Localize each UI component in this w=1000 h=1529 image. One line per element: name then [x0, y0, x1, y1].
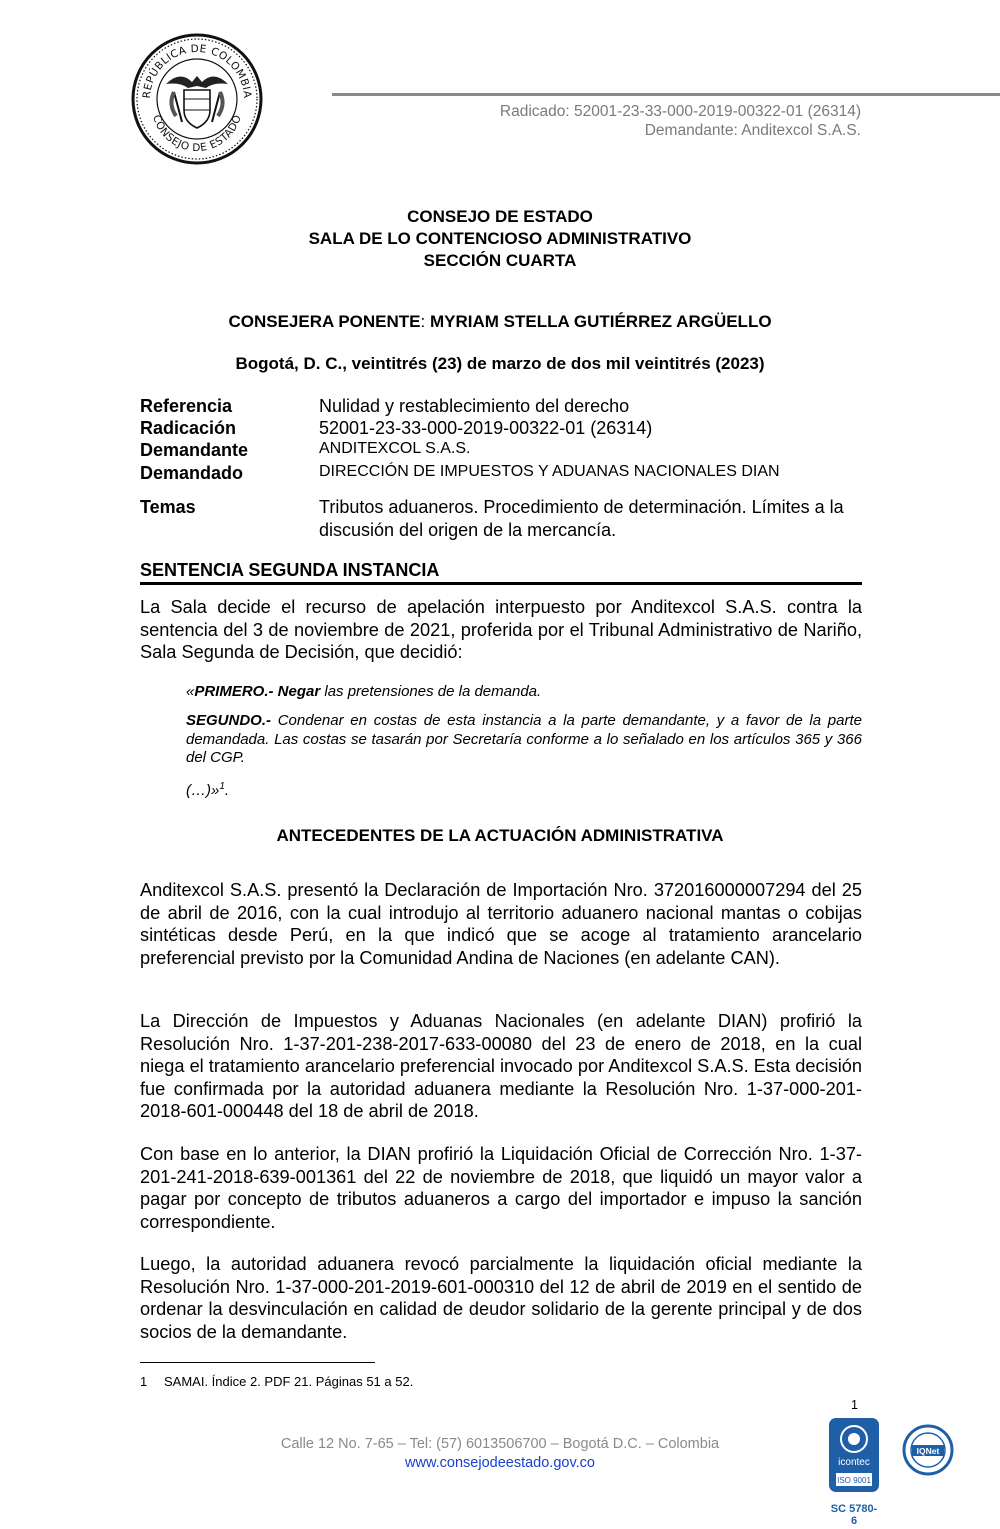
header-meta — [500, 102, 861, 140]
svg-text:IQNet: IQNet — [916, 1446, 940, 1456]
ponente-label: CONSEJERA PONENTE — [228, 312, 421, 331]
quote-bold: PRIMERO.- Negar — [194, 683, 321, 700]
ref-row-demandante — [140, 440, 862, 463]
ref-row-temas — [140, 496, 862, 541]
ref-label: Referencia — [140, 396, 233, 416]
paragraph-antecedentes-3: Con base en lo anterior, la DIAN profirió la Liquidación Oficial de Corrección Nro. 1-37-201-241-2018-639-001361 del 22 de noviembre de 2018, que liquidó un mayor valor a pagar por concepto de tributos aduaneros a cargo del importador e impuso la sanción correspondiente. — [140, 1144, 862, 1232]
quote-end: . — [224, 782, 230, 799]
ref-value: ANDITEXCOL S.A.S. — [319, 440, 471, 457]
ref-label: Temas — [140, 497, 196, 517]
footnote — [140, 1374, 413, 1389]
reference-table — [140, 396, 862, 541]
document-date: Bogotá, D. C., veintitrés (23) de marzo de dos mil veintitrés (2023) — [235, 354, 765, 373]
footnote-ref[interactable]: 1 — [219, 781, 225, 792]
svg-text:ISO 9001: ISO 9001 — [837, 1476, 871, 1485]
section-heading-sentencia: SENTENCIA SEGUNDA INSTANCIA — [140, 560, 862, 585]
footnote-text: SAMAI. Índice 2. PDF 21. Páginas 51 a 52. — [164, 1374, 414, 1389]
quote-segundo — [186, 712, 862, 768]
court-line-1: CONSEJO DE ESTADO — [407, 207, 593, 226]
paragraph-intro: La Sala decide el recurso de apelación interpuesto por Anditexcol S.A.S. contra la sentencia del 3 de noviembre de 2021, proferida por el Tribunal Administrativo de Nariño, Sala Segunda de Decisión, que decidió: — [140, 597, 862, 662]
header-radicado: Radicado: 52001-23-33-000-2019-00322-01 (26314) — [499, 103, 861, 120]
header-rule — [332, 93, 1000, 96]
court-title — [0, 206, 1000, 272]
ref-label: Demandado — [140, 463, 244, 483]
ref-value: 52001-23-33-000-2019-00322-01 (26314) — [319, 418, 653, 438]
quote-ellipsis-text: (…)» — [186, 782, 220, 799]
sc-certificate-code: SC 5780-6 — [830, 1503, 878, 1527]
quote-text: Condenar en costas de esta instancia a la parte demandante, y a favor de la parte demandada. Las costas se tasarán por Secretaría conforme a lo señalado en los artículos 365 y 366 del CGP. — [186, 712, 862, 766]
header-demandante: Demandante: Anditexcol S.A.S. — [644, 122, 861, 139]
quote-open: « — [186, 683, 195, 700]
court-line-3: SECCIÓN CUARTA — [423, 251, 577, 270]
ref-row-radicacion — [140, 418, 862, 440]
ref-row-referencia — [140, 396, 862, 418]
footer-url-link[interactable]: www.consejodeestado.gov.co — [405, 1455, 595, 1471]
ref-value: Tributos aduaneros. Procedimiento de determinación. Límites a la discusión del origen de la mercancía. — [319, 497, 844, 540]
paragraph-antecedentes-2: La Dirección de Impuestos y Aduanas Nacionales (en adelante DIAN) profirió la Resolución Nro. 1-37-201-238-2017-633-00080 del 23 de enero de 2018, en la cual niega el tratamiento arancelario preferencial invocado por Anditexcol S.A.S. Esta decisión fue confirmada por la autoridad aduanera mediante la Resolución Nro. 1-37-000-201-2018-601-000448 del 18 de abril de 2018. — [140, 1011, 862, 1121]
paragraph-antecedentes-4: Luego, la autoridad aduanera revocó parcialmente la liquidación oficial mediante la Resolución Nro. 1-37-000-201-2019-601-000310 del 12 de abril de 2019 en el sentido de ordenar la desvinculación en calidad de deudor solidario de la gerente principal y de dos socios de la demandante. — [140, 1254, 862, 1342]
section-heading-antecedentes: ANTECEDENTES DE LA ACTUACIÓN ADMINISTRATIVA — [276, 826, 724, 845]
iqnet-certification-badge — [902, 1424, 954, 1476]
ref-value: DIRECCIÓN DE IMPUESTOS Y ADUANAS NACIONALES DIAN — [319, 463, 780, 480]
footnote-number: 1 — [140, 1374, 148, 1389]
quote-text: las pretensiones de la demanda. — [320, 683, 542, 700]
paragraph-antecedentes-1: Anditexcol S.A.S. presentó la Declaración de Importación Nro. 372016000007294 del 25 de abril de 2016, con la cual introdujo al territorio aduanero nacional mantas o cobijas sintéticas desde Perú, en la que indicó que se acoge al tratamiento arancelario preferencial previsto por la Comunidad Andina de Naciones (en adelante CAN). — [140, 880, 862, 968]
svg-text:icontec: icontec — [838, 1457, 870, 1468]
ref-label: Demandante — [140, 440, 249, 460]
svg-text:REPÚBLICA DE COLOMBIA: REPÚBLICA DE COLOMBIA — [140, 42, 254, 99]
quote-bold: SEGUNDO.- — [186, 712, 272, 729]
footnote-rule — [140, 1362, 375, 1363]
footer-address: Calle 12 No. 7-65 – Tel: (57) 6013506700 – Bogotá D.C. – Colombia — [280, 1436, 720, 1452]
ref-row-demandado — [140, 463, 862, 496]
svg-text:CONSEJO DE ESTADO: CONSEJO DE ESTADO — [150, 113, 244, 155]
consejo-de-estado-seal — [130, 32, 264, 166]
quote-ellipsis — [186, 778, 862, 801]
icontec-certification-badge — [828, 1417, 880, 1493]
ref-label: Radicación — [140, 418, 237, 438]
quote-primero — [186, 683, 862, 702]
ponente-name: MYRIAM STELLA GUTIÉRREZ ARGÜELLO — [429, 312, 772, 331]
court-line-2: SALA DE LO CONTENCIOSO ADMINISTRATIVO — [308, 229, 692, 248]
ponente-line: CONSEJERA PONENTE: MYRIAM STELLA GUTIÉRREZ ARGÜELLO — [228, 312, 772, 331]
ref-value: Nulidad y restablecimiento del derecho — [319, 396, 630, 416]
page-number: 1 — [851, 1398, 858, 1412]
